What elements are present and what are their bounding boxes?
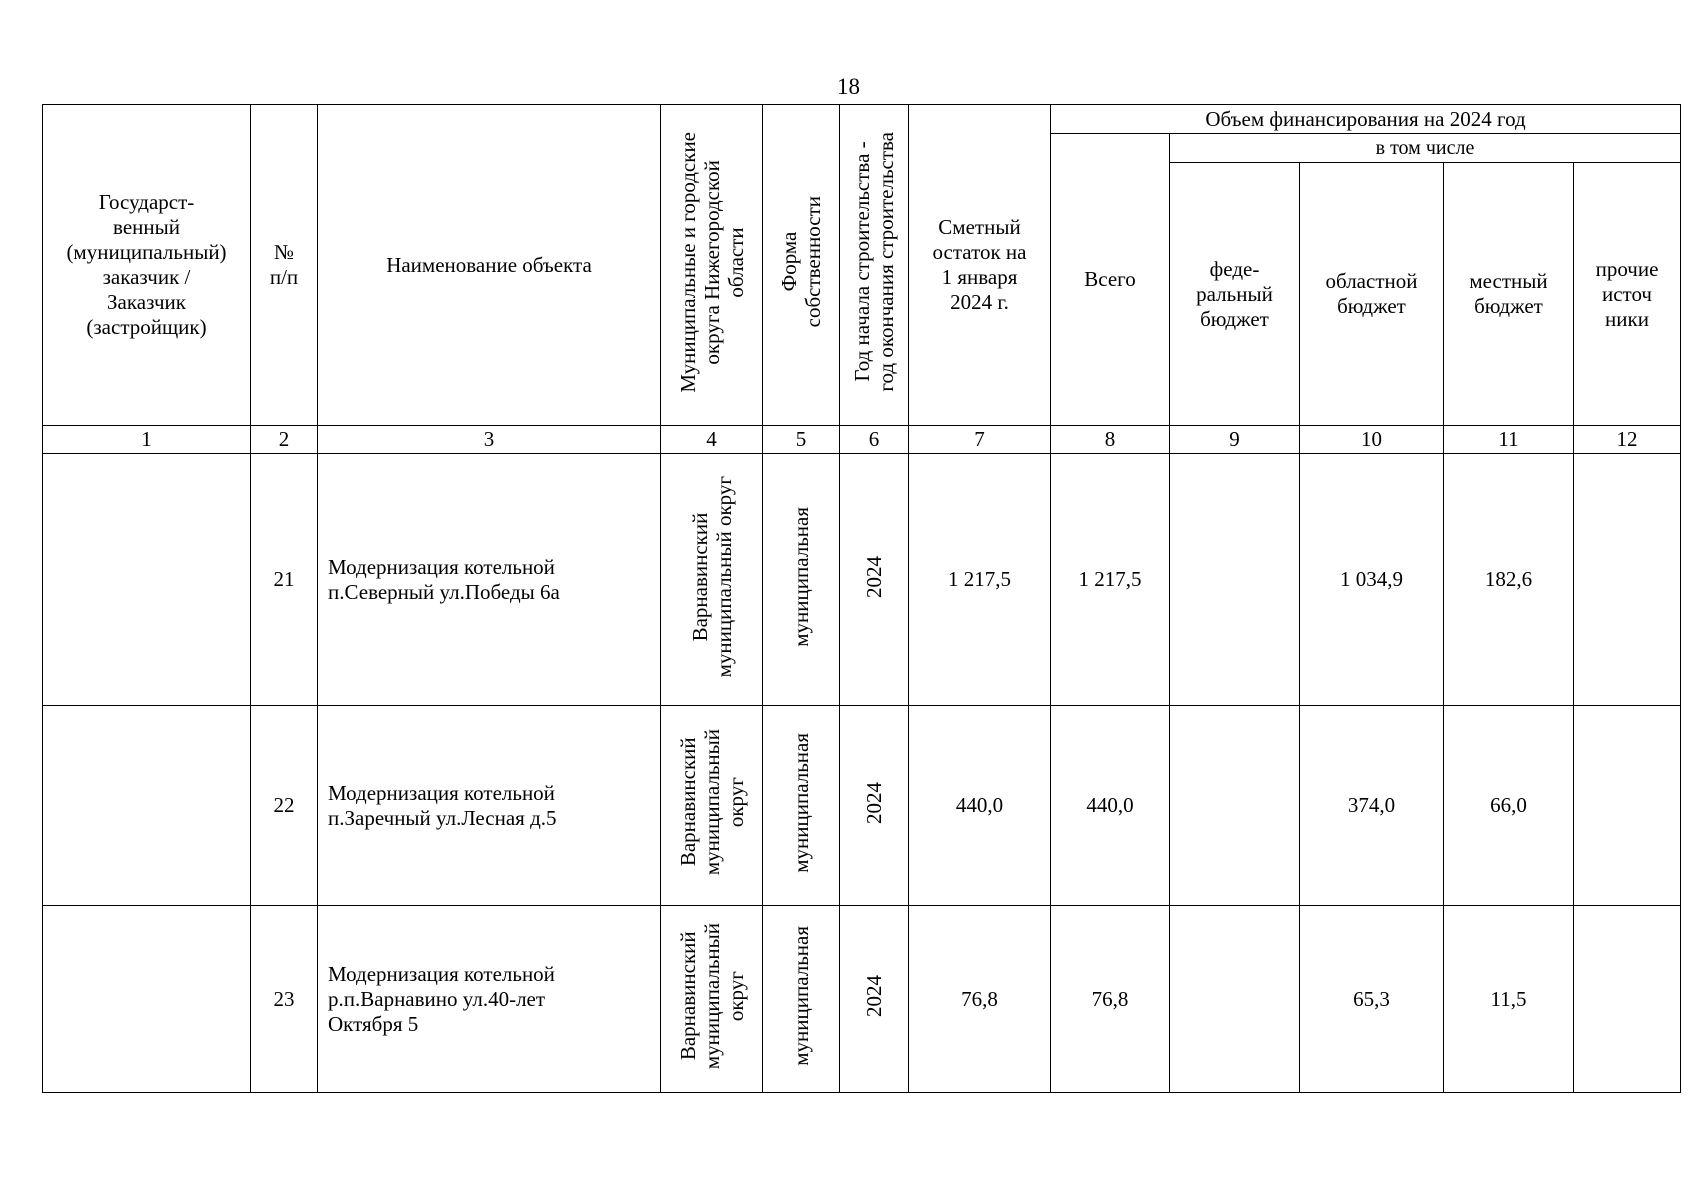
customer-cell — [43, 454, 251, 706]
years-cell — [840, 906, 909, 1093]
federal-cell — [1170, 706, 1300, 906]
total-cell: 440,0 — [1051, 706, 1170, 906]
header-other: прочие источ ники — [1574, 163, 1681, 426]
ownership-cell — [763, 906, 840, 1093]
column-number: 12 — [1574, 426, 1681, 454]
column-number: 3 — [318, 426, 661, 454]
estimate-cell: 440,0 — [909, 706, 1051, 906]
regional-cell: 65,3 — [1300, 906, 1444, 1093]
regional-cell: 374,0 — [1300, 706, 1444, 906]
column-number: 4 — [661, 426, 763, 454]
table-row — [43, 706, 1681, 906]
column-number: 5 — [763, 426, 840, 454]
district-text: Варнавинский муниципальный округ — [675, 729, 748, 876]
object-name-cell: Модернизация котельной р.п.Варнавино ул.40-лет Октября 5 — [318, 906, 661, 1093]
regional-cell: 1 034,9 — [1300, 454, 1444, 706]
header-ownership-text: Форма собственности — [777, 196, 825, 328]
years-cell — [840, 454, 909, 706]
other-cell — [1574, 454, 1681, 706]
row-number-cell: 22 — [251, 706, 318, 906]
header-object-name: Наименование объекта — [318, 105, 661, 426]
column-number: 8 — [1051, 426, 1170, 454]
header-ownership — [763, 105, 840, 426]
table-row — [43, 906, 1681, 1093]
district-cell — [661, 454, 763, 706]
total-cell: 1 217,5 — [1051, 454, 1170, 706]
local-cell: 182,6 — [1444, 454, 1574, 706]
column-number: 6 — [840, 426, 909, 454]
header-total: Всего — [1051, 134, 1170, 426]
row-number-cell: 21 — [251, 454, 318, 706]
column-number: 10 — [1300, 426, 1444, 454]
ownership-text: муниципальная — [789, 732, 813, 873]
total-cell: 76,8 — [1051, 906, 1170, 1093]
ownership-text: муниципальная — [789, 926, 813, 1066]
column-number-row — [43, 426, 1681, 454]
header-including: в том числе — [1170, 134, 1681, 163]
district-cell — [661, 906, 763, 1093]
other-cell — [1574, 906, 1681, 1093]
object-name-cell: Модернизация котельной п.Северный ул.Победы 6а — [318, 454, 661, 706]
header-estimate-balance: Сметный остаток на 1 января 2024 г. — [909, 105, 1051, 426]
header-years-text: Год начала строительства - год окончания строительства — [850, 132, 898, 392]
estimate-cell: 1 217,5 — [909, 454, 1051, 706]
object-name-cell: Модернизация котельной п.Заречный ул.Лесная д.5 — [318, 706, 661, 906]
ownership-cell — [763, 454, 840, 706]
column-number: 1 — [43, 426, 251, 454]
header-local: местный бюджет — [1444, 163, 1574, 426]
years-text: 2024 — [862, 781, 886, 824]
local-cell: 11,5 — [1444, 906, 1574, 1093]
header-regional: областной бюджет — [1300, 163, 1444, 426]
ownership-text: муниципальная — [789, 506, 813, 647]
ownership-cell — [763, 706, 840, 906]
column-number: 9 — [1170, 426, 1300, 454]
other-cell — [1574, 706, 1681, 906]
customer-cell — [43, 706, 251, 906]
district-cell — [661, 706, 763, 906]
local-cell: 66,0 — [1444, 706, 1574, 906]
table-row — [43, 454, 1681, 706]
row-number-cell: 23 — [251, 906, 318, 1093]
column-number: 7 — [909, 426, 1051, 454]
header-federal: феде- ральный бюджет — [1170, 163, 1300, 426]
page-number: 18 — [837, 74, 860, 99]
header-district — [661, 105, 763, 426]
column-number: 11 — [1444, 426, 1574, 454]
header-funding-group: Объем финансирования на 2024 год — [1051, 105, 1681, 134]
financing-table — [42, 104, 1681, 1093]
federal-cell — [1170, 906, 1300, 1093]
header-years — [840, 105, 909, 426]
district-text: Варнавинский муниципальный округ — [687, 475, 736, 678]
header-customer: Государст- венный (муниципальный) заказчик / Заказчик (застройщик) — [43, 105, 251, 426]
estimate-cell: 76,8 — [909, 906, 1051, 1093]
years-cell — [840, 706, 909, 906]
header-district-text: Муниципальные и городские округа Нижегородской области — [675, 131, 748, 393]
district-text: Варнавинский муниципальный округ — [675, 922, 748, 1070]
customer-cell — [43, 906, 251, 1093]
federal-cell — [1170, 454, 1300, 706]
header-row-number: № п/п — [251, 105, 318, 426]
years-text: 2024 — [862, 555, 886, 598]
column-number: 2 — [251, 426, 318, 454]
years-text: 2024 — [862, 975, 886, 1017]
